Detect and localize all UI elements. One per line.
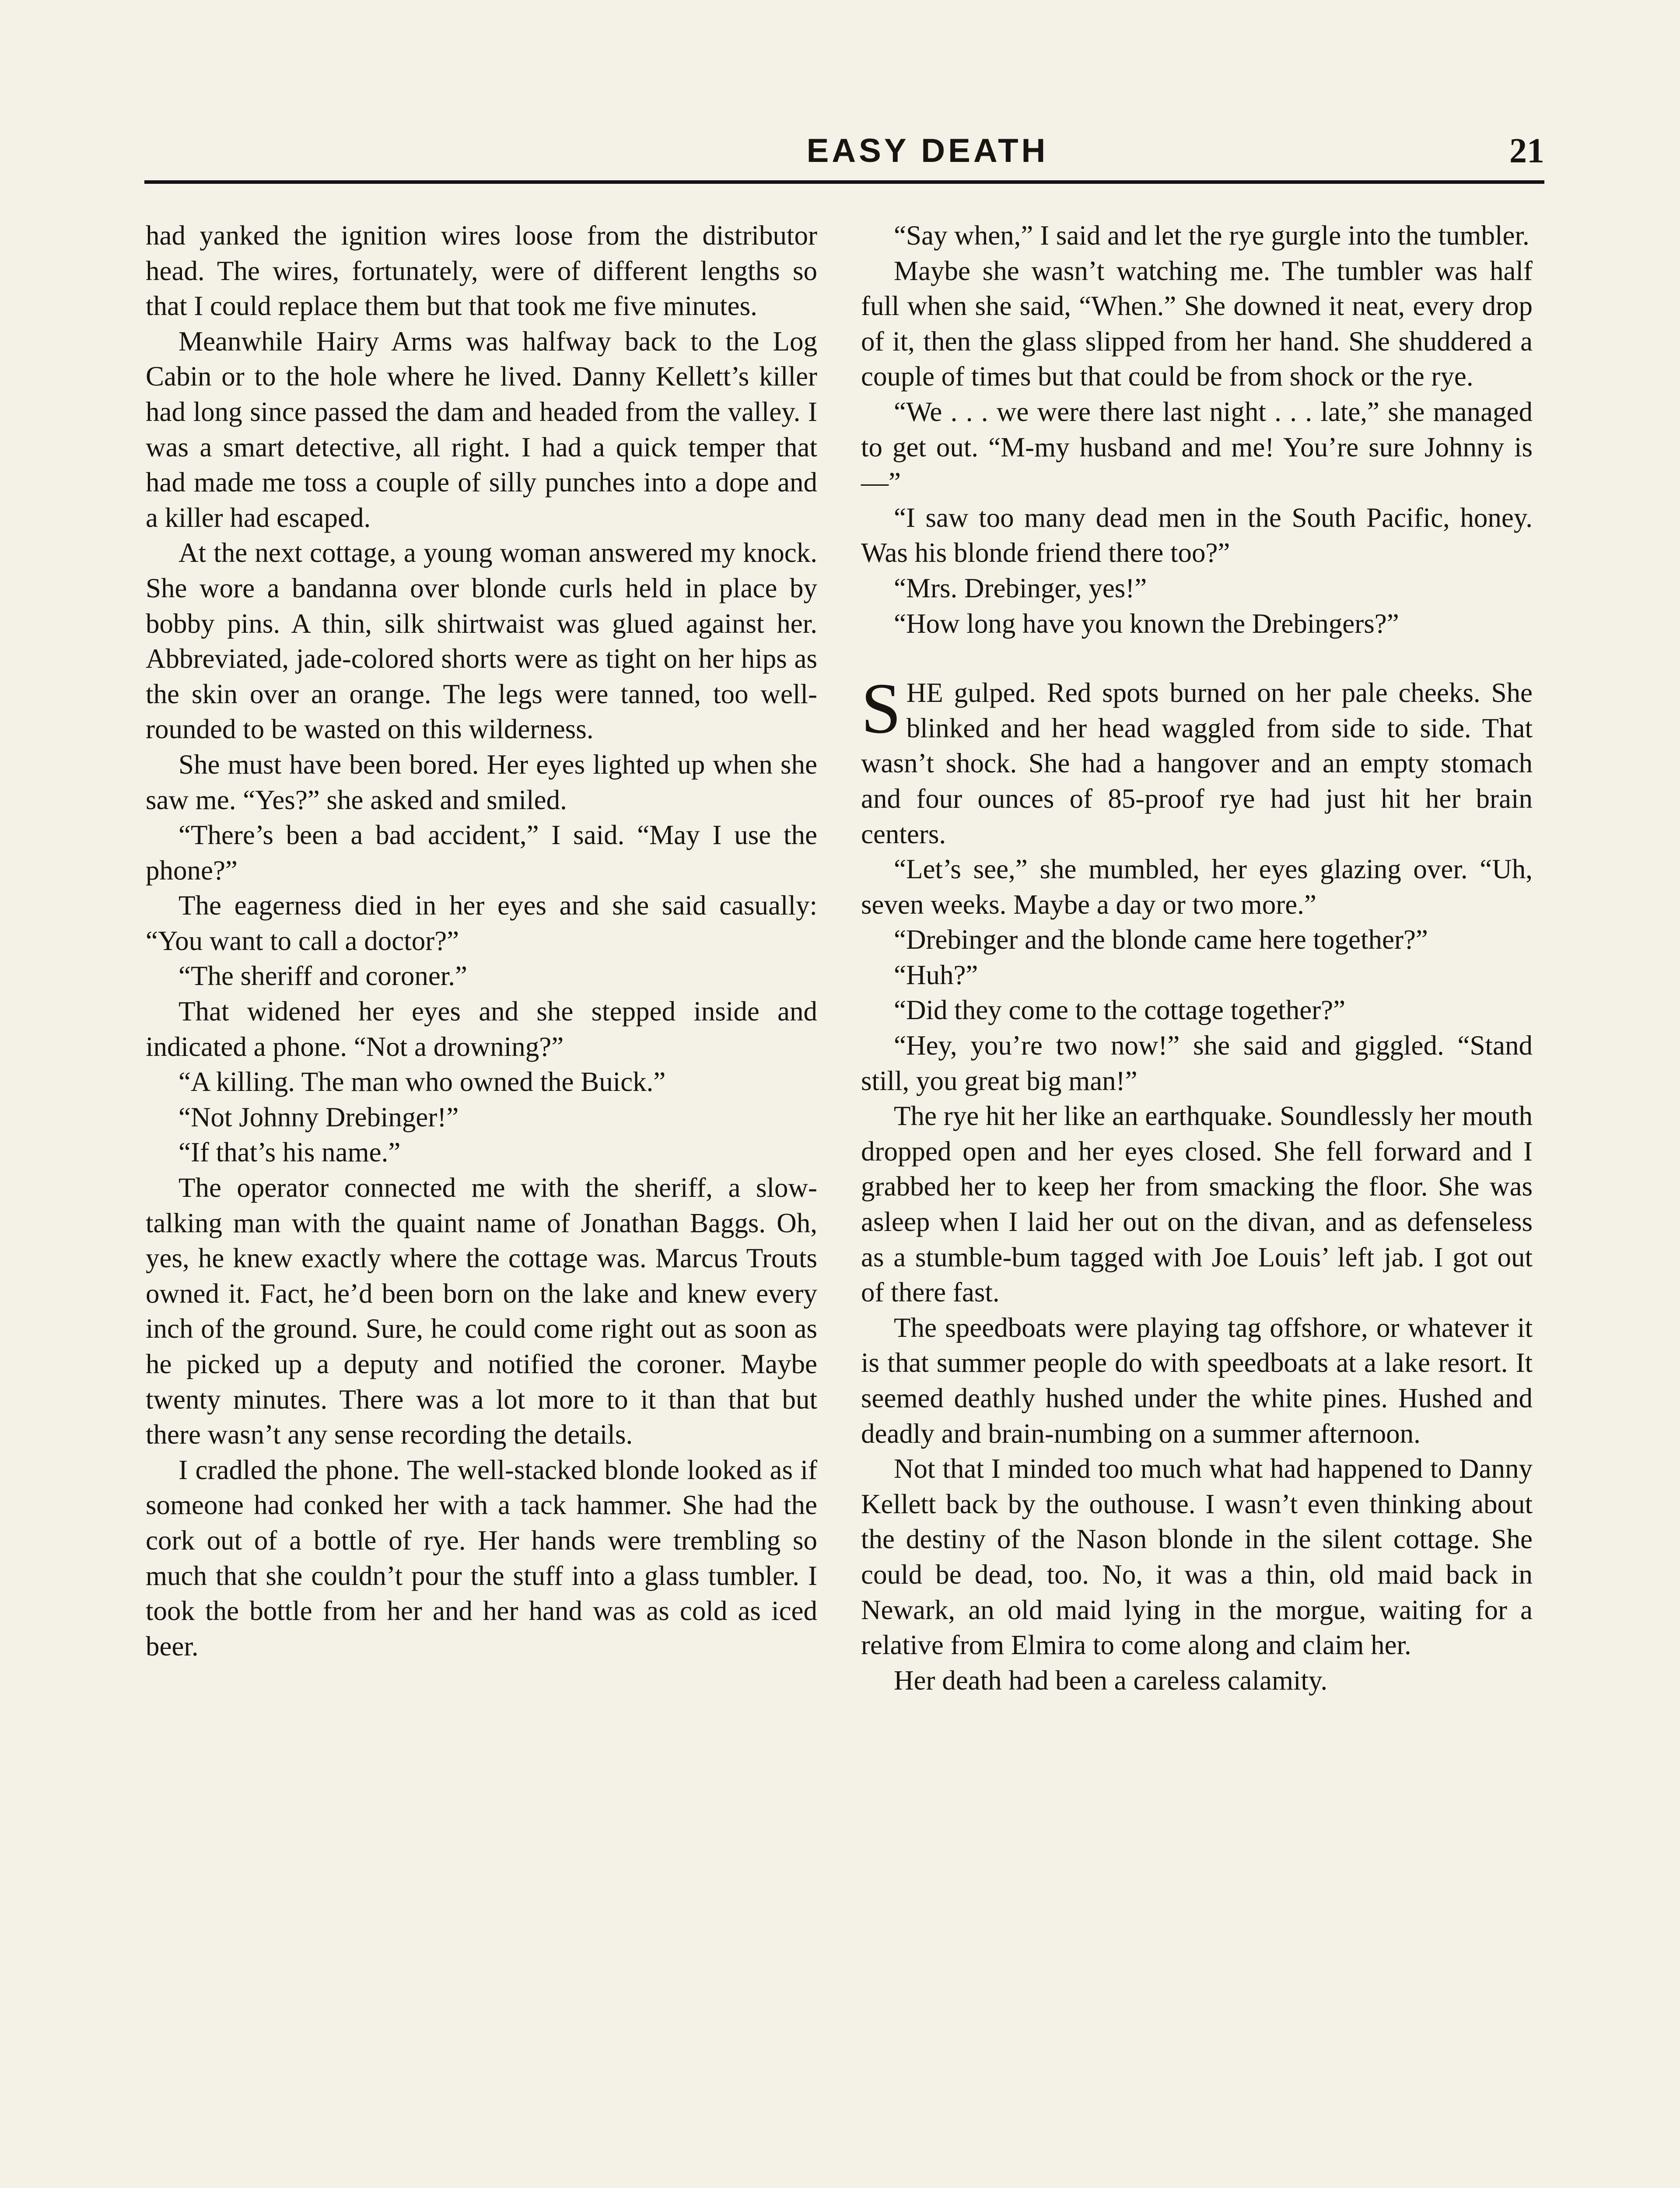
paragraph: “Not Johnny Drebinger!” — [178, 1101, 459, 1133]
paragraph: “Drebinger and the blonde came here together?” — [894, 924, 1428, 955]
paragraph: “If that’s his name.” — [178, 1137, 401, 1168]
paragraph: “There’s been a bad accident,” I said. “May I use the phone?” — [146, 820, 817, 886]
paragraph: That widened her eyes and she stepped inside and indicated a phone. “Not a drowning?” — [146, 996, 817, 1062]
paragraph: Not that I minded too much what had happened to Danny Kellett back by the outhouse. I wasn’t even thinking about the destiny of the Nason blonde in the silent cottage. She could be dead, too. No, it was a thin, old maid back in Newark, an old maid lying in the morgue, waiting for a relative from Elmira to come along and claim her. — [861, 1453, 1533, 1661]
right-column — [861, 218, 1533, 1698]
paragraph: She must have been bored. Her eyes lighted up when she saw me. “Yes?” she asked and smiled. — [146, 749, 817, 815]
page-number: 21 — [1509, 132, 1544, 170]
paragraph: The eagerness died in her eyes and she said casually: “You want to call a doctor?” — [146, 890, 817, 956]
paragraph: I cradled the phone. The well-stacked blonde looked as if someone had conked her with a tack hammer. She had the cork out of a bottle of rye. Her hands were trembling so much that she couldn’t pour the stuff into a glass tumbler. I took the bottle from her and her hand was as cold as iced beer. — [146, 1454, 817, 1662]
paragraph: “How long have you known the Drebingers?” — [894, 608, 1399, 639]
paragraph: “I saw too many dead men in the South Pacific, honey. Was his blonde friend there too?” — [861, 502, 1533, 568]
running-title: EASY DEATH — [806, 132, 1049, 169]
paragraph: “We . . . we were there last night . . . late,” she managed to get out. “M-my husband and me! You’re sure Johnny is—” — [861, 396, 1533, 498]
paragraph: The operator connected me with the sheriff, a slow-talking man with the quaint name of Jonathan Baggs. Oh, yes, he knew exactly where the cottage was. Marcus Trouts owned it. Fact, he’d been born on the lake and knew every inch of the ground. Sure, he could come right out as soon as he picked up a deputy and notified the coroner. Maybe twenty minutes. There was a lot more to it than that but there wasn’t any sense recording the details. — [146, 1172, 817, 1450]
page-header — [144, 127, 1544, 175]
paragraph: Maybe she wasn’t watching me. The tumbler was half full when she said, “When.” She downed it neat, every drop of it, then the glass slipped from her hand. She shuddered a couple of times but that could be from shock or the rye. — [861, 255, 1533, 392]
section-break — [861, 641, 1533, 675]
paragraph: “Huh?” — [894, 959, 978, 990]
paragraph: “A killing. The man who owned the Buick.” — [178, 1066, 666, 1098]
paragraph: The rye hit her like an earthquake. Soundlessly her mouth dropped open and her eyes closed. She fell forward and I grabbed her to keep her from smacking the floor. She was asleep when I laid her out on the divan, and as defenseless as a stumble-bum tagged with Joe Louis’ left jab. I got out of there fast. — [861, 1101, 1533, 1308]
paragraph: had yanked the ignition wires loose from the distributor head. The wires, fortunately, were of different lengths so that I could replace them but that took me five minutes. — [146, 220, 817, 322]
left-column — [146, 218, 817, 1664]
dropcap-paragraph-text: HE gulped. Red spots burned on her pale cheeks. She blinked and her head waggled from side to side. That wasn’t shock. She had a hangover and an empty stomach and four ounces of 85-proof rye had just hit her brain centers. — [861, 677, 1533, 849]
paragraph: Meanwhile Hairy Arms was halfway back to the Log Cabin or to the hole where he lived. Danny Kellett’s killer had long since passed the dam and headed from the valley. I was a smart detective, all right. I had a quick temper that had made me toss a couple of silly punches into a dope and a killer had escaped. — [146, 326, 817, 533]
paragraph: “The sheriff and coroner.” — [178, 961, 468, 992]
paragraph: “Mrs. Drebinger, yes!” — [894, 572, 1147, 603]
dropcap-paragraph — [861, 668, 1533, 852]
paragraph: “Did they come to the cottage together?” — [894, 995, 1346, 1026]
paragraph: “Hey, you’re two now!” she said and giggled. “Stand still, you great big man!” — [861, 1030, 1533, 1096]
paragraph: At the next cottage, a young woman answered my knock. She wore a bandanna over blonde curls held in place by bobby pins. A thin, silk shirtwaist was glued against her. Abbreviated, jade-colored shorts were as tight on her hips as the skin over an orange. The legs were tanned, too well-rounded to be wasted on this wilderness. — [146, 537, 817, 745]
paragraph: “Let’s see,” she mumbled, her eyes glazing over. “Uh, seven weeks. Maybe a day or two more.” — [861, 854, 1533, 920]
drop-cap: S — [861, 668, 901, 749]
paragraph: “Say when,” I said and let the rye gurgle into the tumbler. — [894, 220, 1530, 251]
paragraph: Her death had been a careless calamity. — [894, 1665, 1328, 1696]
header-rule — [144, 180, 1544, 184]
paragraph: The speedboats were playing tag offshore, or whatever it is that summer people do with speedboats at a lake resort. It seemed deathly hushed under the white pines. Hushed and deadly and brain-numbing on a summer afternoon. — [861, 1312, 1533, 1449]
